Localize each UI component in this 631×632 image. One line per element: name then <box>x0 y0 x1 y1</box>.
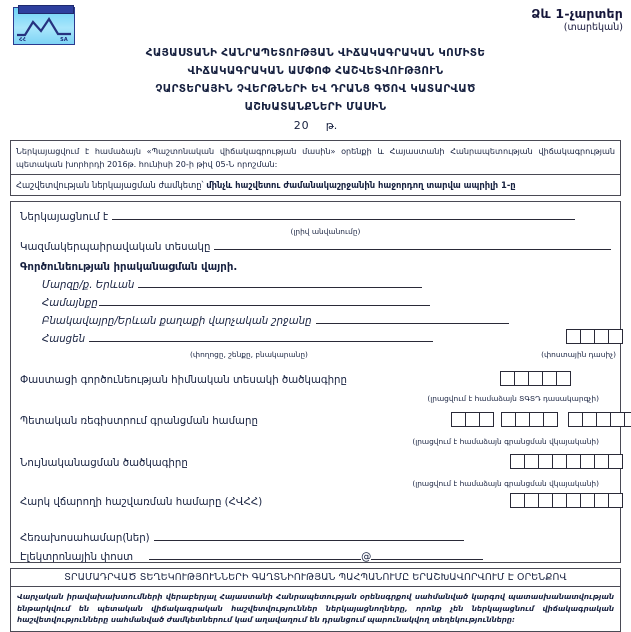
page-header <box>0 0 631 48</box>
state-reg-cell[interactable] <box>529 412 544 427</box>
main-activity-cell[interactable] <box>500 371 515 386</box>
community-input[interactable] <box>99 296 430 306</box>
main-activity-cell[interactable] <box>542 371 557 386</box>
page-title-line-3: ՉԱՐՏԵՐԱՅԻՆ ՉՎԵՐԹՆԵՐԻ ԵՎ ԴՐԱՆՑ ԳԾՈՎ ԿԱՏԱՐՎԱԾ <box>155 83 476 95</box>
main-activity-cell[interactable] <box>528 371 543 386</box>
address-input[interactable] <box>89 332 433 342</box>
row-legal-form <box>20 240 611 255</box>
row-identification-code <box>20 456 611 474</box>
ident-code-cell[interactable] <box>580 454 595 469</box>
state-reg-hint: (լրացվում է համաձայն գրանցման վկայականի) <box>412 437 599 446</box>
postal-cell[interactable] <box>594 329 609 344</box>
row-address <box>20 332 611 347</box>
email-label: Էլեկտրոնային փոստ <box>20 552 134 563</box>
main-activity-cells[interactable] <box>500 371 571 386</box>
deadline-row <box>11 175 620 195</box>
state-reg-cell[interactable] <box>610 412 625 427</box>
row-submitted-by <box>20 210 611 225</box>
state-reg-label: Պետական ռեգիստրում գրանցման համարը <box>20 416 258 427</box>
taxpayer-cells[interactable] <box>510 493 623 508</box>
page-title-line-1: ՀԱՅԱՍՏԱՆԻ ՀԱՆՐԱՊԵՏՈՒԹՅԱՆ ՎԻՃԱԿԱԳՐԱԿԱՆ ԿՈՄԻՏԵ <box>145 47 486 59</box>
phone-input[interactable] <box>154 531 464 541</box>
confidentiality-title: ՏՐԱՄԱԴՐՎԱԾ ՏԵՂԵԿՈՒԹՅՈՒՆՆԵՐԻ ԳԱՂՏՆԻՈՒԹՅԱՆ ՊԱՀՊԱՆՈՒՄԸ ԵՐԱՇԽԱՎՈՐՎՈՒՄ Է ՕՐԵՆՔՈՎ <box>11 569 620 587</box>
email-at-symbol: @ <box>361 552 372 563</box>
form-title-block <box>0 44 631 116</box>
row-region <box>20 278 611 293</box>
taxpayer-cell[interactable] <box>538 493 553 508</box>
community-label: Համայնքը <box>42 298 98 309</box>
settlement-input[interactable] <box>316 314 509 324</box>
logo-label-right: SA <box>60 37 68 43</box>
submitted-by-label: Ներկայացնում է <box>20 212 109 223</box>
ident-code-cells[interactable] <box>510 454 623 469</box>
submitted-by-input[interactable] <box>112 210 575 220</box>
ident-code-cell[interactable] <box>552 454 567 469</box>
page-title-line-2: ՎԻՃԱԿԱԳՐԱԿԱՆ ԱՄՓՈՓ ՀԱՇՎԵՏՎՈՒԹՅՈՒՆ <box>187 65 444 77</box>
row-taxpayer-number <box>20 495 611 515</box>
confidentiality-footer-box <box>10 568 621 632</box>
taxpayer-label: Հարկ վճարողի հաշվառման համարը (ՀՎՀՀ) <box>20 497 263 508</box>
reporting-year-line <box>0 119 631 132</box>
deadline-label: Հաշվետվության ներկայացման ժամկետը՝ <box>16 180 204 190</box>
ident-code-cell[interactable] <box>510 454 525 469</box>
logo-top-bar <box>18 5 74 14</box>
region-input[interactable] <box>138 278 422 288</box>
postal-code-cells[interactable] <box>566 329 623 344</box>
ident-code-cell[interactable] <box>608 454 623 469</box>
postal-cell[interactable] <box>566 329 581 344</box>
state-reg-cell[interactable] <box>465 412 480 427</box>
legal-notice-box <box>10 140 621 196</box>
legal-form-input[interactable] <box>214 240 611 250</box>
email-domain-input[interactable] <box>371 550 483 560</box>
logo-label-left: ՀՀ <box>19 37 26 43</box>
postal-cell[interactable] <box>608 329 623 344</box>
address-hints-row <box>20 347 616 361</box>
submitted-by-hint: (լրիվ անվանումը) <box>290 227 361 236</box>
main-activity-label: Փաստացի գործունեության հիմնական տեսակի ծածկագիրը <box>20 375 347 386</box>
taxpayer-cell[interactable] <box>608 493 623 508</box>
liability-note: Վարչական իրավախախտումների վերաբերյալ Հայաստանի Հանրապետության օրենսգրքով սահմանված կարգով պատասխանատվության ենթարկվում են պետական վիճակագրական հաշվետվություններ ներկայացնողները, որոնք չեն ներկայացնում վիճակագրական հաշվետվությունները սահմանված ժամկետներում կամ աղավաղում են դրանցում պարունակվող տեղեկությունները: <box>17 592 614 624</box>
state-reg-cell[interactable] <box>624 412 631 427</box>
state-reg-group-1[interactable] <box>451 412 494 427</box>
state-reg-group-2[interactable] <box>501 412 558 427</box>
row-state-registration <box>20 414 611 432</box>
form-body-box <box>10 201 621 563</box>
main-activity-hint: (լրացվում է համաձայն ՏԳՏԴ դասակարգչի) <box>427 394 599 403</box>
ident-code-cell[interactable] <box>566 454 581 469</box>
postal-cell[interactable] <box>580 329 595 344</box>
state-reg-cell[interactable] <box>543 412 558 427</box>
address-label: Հասցեն <box>42 334 86 345</box>
state-reg-cell[interactable] <box>596 412 611 427</box>
taxpayer-cell[interactable] <box>552 493 567 508</box>
state-reg-cell[interactable] <box>501 412 516 427</box>
taxpayer-cell[interactable] <box>594 493 609 508</box>
row-settlement <box>20 314 611 329</box>
row-community <box>20 296 611 311</box>
state-reg-cell[interactable] <box>568 412 583 427</box>
activity-place-label: Գործունեության իրականացման վայրի. <box>20 262 238 273</box>
form-period: (տարեկան) <box>563 22 623 33</box>
legal-basis-text: Ներկայացվում է համաձայն «Պաշտոնական վիճակագրության մասին» օրենքի և Հայաստանի Հանրապետության վիճակագրության պետական խորհրդի 2016թ. հունիսի 20-ի թիվ 05-Ն որոշման: <box>11 141 620 175</box>
taxpayer-cell[interactable] <box>510 493 525 508</box>
ident-code-cell[interactable] <box>538 454 553 469</box>
ident-code-cell[interactable] <box>594 454 609 469</box>
ident-code-hint: (լրացվում է համաձայն գրանցման վկայականի) <box>412 479 599 488</box>
taxpayer-cell[interactable] <box>566 493 581 508</box>
taxpayer-cell[interactable] <box>524 493 539 508</box>
ident-code-cell[interactable] <box>524 454 539 469</box>
main-activity-cell[interactable] <box>514 371 529 386</box>
taxpayer-cell[interactable] <box>580 493 595 508</box>
phone-label: Հեռախոսահամար(ներ) <box>20 533 150 544</box>
state-reg-cell[interactable] <box>582 412 597 427</box>
form-code-block <box>531 6 623 33</box>
address-hint: (փողոցը, շենքը, բնակարանը) <box>190 350 308 359</box>
row-email <box>20 550 611 565</box>
legal-form-label: Կազմակերպաիրավական տեսակը <box>20 242 211 253</box>
ident-code-label: Նույնականացման ծածկագիրը <box>20 458 188 469</box>
year-prefix: 20 <box>293 119 310 132</box>
deadline-value: մինչև հաշվետու ժամանակաշրջանին հաջորդող տարվա ապրիլի 1-ը <box>206 180 516 190</box>
year-suffix: թ. <box>325 119 338 132</box>
statistics-committee-logo <box>13 7 75 45</box>
main-activity-cell[interactable] <box>556 371 571 386</box>
state-reg-cell[interactable] <box>515 412 530 427</box>
settlement-label: Բնակավայրը/Երևան քաղաքի վարչական շրջանը <box>42 316 312 327</box>
state-reg-cell[interactable] <box>451 412 466 427</box>
email-user-input[interactable] <box>149 550 361 560</box>
postal-code-hint: (փոստային դասիչ) <box>541 350 616 359</box>
row-activity-place-heading <box>20 260 611 275</box>
row-phone <box>20 531 611 546</box>
row-main-activity <box>20 373 611 388</box>
state-reg-group-3[interactable] <box>568 412 631 427</box>
region-label: Մարզը/ք. Երևան <box>42 280 135 291</box>
form-code: Ձև 1-չարտեր <box>531 6 623 21</box>
page-title-line-4: ԱՇԽԱՏԱՆՔՆԵՐԻ ՄԱՍԻՆ <box>244 101 387 113</box>
state-reg-cell[interactable] <box>479 412 494 427</box>
